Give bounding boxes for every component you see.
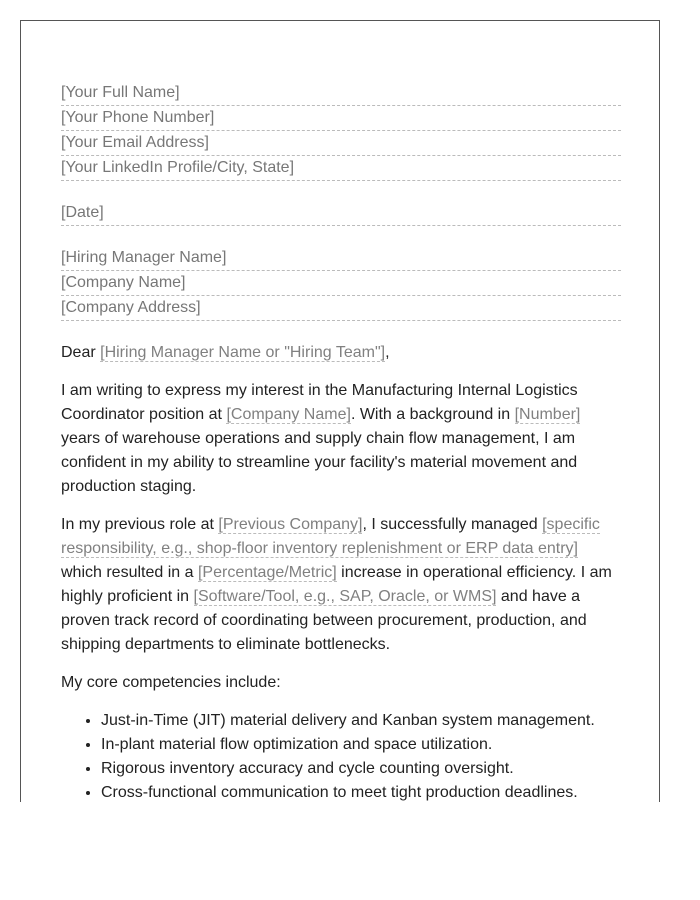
list-item: • Cross-functional communication to meet tight production deadlines.: [101, 781, 621, 802]
paragraph-text: which resulted in a: [61, 564, 198, 581]
company-address-field[interactable]: [Company Address]: [61, 296, 621, 321]
paragraph-text: years of warehouse operations and supply chain flow management, I am confident in my ability to streamline your facility's material movement and production staging.: [61, 430, 578, 495]
sender-block: [61, 81, 621, 181]
date-field[interactable]: [Date]: [61, 201, 621, 226]
company-name-placeholder[interactable]: [Company Name]: [226, 406, 351, 423]
list-item: • Rigorous inventory accuracy and cycle counting oversight.: [101, 757, 621, 781]
recipient-block: [61, 246, 621, 321]
salutation-placeholder[interactable]: [Hiring Manager Name or "Hiring Team"]: [100, 344, 386, 361]
salutation-prefix: Dear: [61, 344, 101, 361]
list-item: • Just-in-Time (JIT) material delivery and Kanban system management.: [101, 709, 621, 733]
full-name-field[interactable]: [Your Full Name]: [61, 81, 621, 106]
paragraph-text: I am writing to express my interest in the Manufacturing Internal Logistics Coordinator position at: [61, 382, 578, 423]
paragraph-text: and have a proven track record of coordinating between procurement, production, and shipping departments to eliminate bottlenecks.: [61, 588, 587, 653]
linkedin-field[interactable]: [Your LinkedIn Profile/City, State]: [61, 156, 621, 181]
competencies-intro: My core competencies include:: [61, 674, 281, 691]
salutation: [61, 341, 621, 365]
paragraph-experience: [61, 513, 621, 657]
paragraph-text: In my previous role at: [61, 516, 219, 533]
paragraph-text: . With a background in: [350, 406, 515, 423]
paragraph-text: , I successfully managed: [362, 516, 543, 533]
list-item: • In-plant material flow optimization and space utilization.: [101, 733, 621, 757]
document-page: [20, 20, 660, 802]
competencies-list: [61, 709, 621, 802]
spacer: [61, 181, 621, 201]
email-field[interactable]: [Your Email Address]: [61, 131, 621, 156]
software-placeholder[interactable]: [Software/Tool, e.g., SAP, Oracle, or WMS]: [193, 588, 497, 605]
previous-company-placeholder[interactable]: [Previous Company]: [218, 516, 363, 533]
paragraph-text: increase in operational efficiency. I am highly proficient in: [61, 564, 612, 605]
paragraph-intro: [61, 379, 621, 499]
cover-letter-body: [61, 81, 621, 802]
salutation-suffix: ,: [385, 344, 390, 361]
metric-placeholder[interactable]: [Percentage/Metric]: [197, 564, 337, 581]
hiring-manager-field[interactable]: [Hiring Manager Name]: [61, 246, 621, 271]
phone-field[interactable]: [Your Phone Number]: [61, 106, 621, 131]
spacer: [61, 226, 621, 246]
responsibility-placeholder[interactable]: [specific responsibility, e.g., shop-floor inventory replenishment or ERP data entry]: [61, 516, 600, 557]
years-placeholder[interactable]: [Number]: [514, 406, 581, 423]
company-name-field[interactable]: [Company Name]: [61, 271, 621, 296]
